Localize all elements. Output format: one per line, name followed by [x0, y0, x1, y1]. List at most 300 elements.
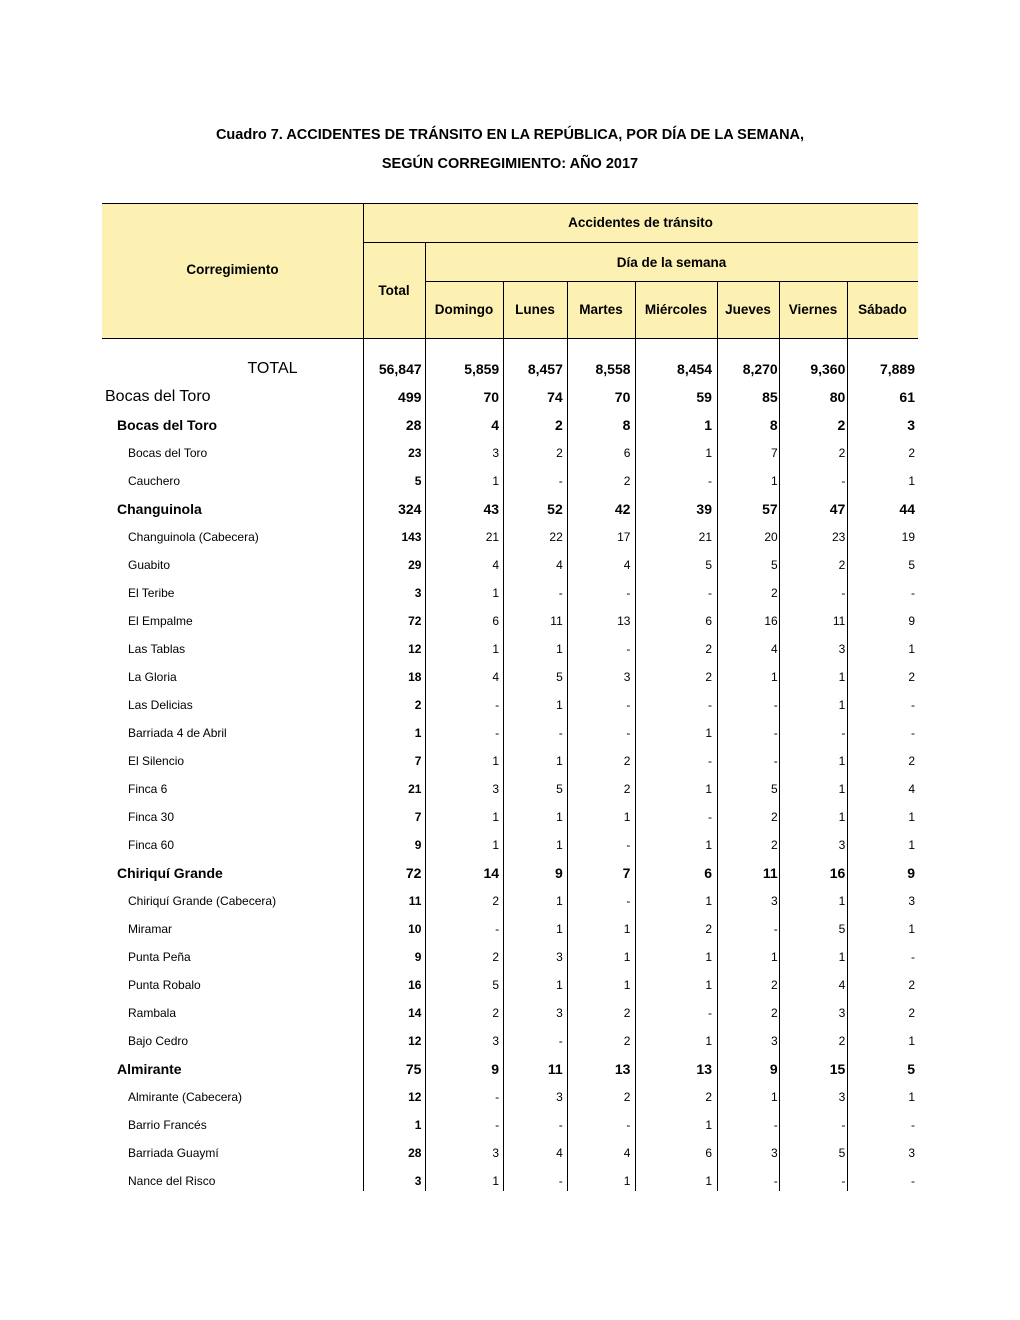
row-sabado: 1: [908, 1090, 915, 1104]
table-row: [102, 1083, 918, 1111]
row-sabado: 3: [907, 417, 915, 433]
row-lunes: 3: [556, 1090, 563, 1104]
row-jueves: 5: [771, 558, 778, 572]
row-jueves: 1: [771, 950, 778, 964]
table-row: [102, 383, 918, 411]
row-martes: 70: [614, 389, 631, 405]
table-row: [102, 523, 918, 551]
row-total: 9: [414, 950, 422, 964]
row-lunes: 2: [554, 417, 563, 433]
row-name: Finca 6: [128, 782, 168, 796]
row-miercoles: 6: [705, 614, 713, 628]
header-dia-de-la-semana: Día de la semana: [616, 255, 727, 270]
row-sabado: 61: [899, 389, 915, 405]
row-miercoles: 1: [705, 894, 713, 908]
row-jueves: -: [773, 1118, 778, 1132]
table-row: [102, 1055, 918, 1083]
table-row: [102, 579, 918, 607]
row-martes: 2: [623, 1006, 631, 1020]
row-name: Barrio Francés: [128, 1118, 207, 1132]
row-viernes: 1: [838, 894, 846, 908]
row-miercoles: 21: [698, 530, 713, 544]
row-sabado: 1: [908, 474, 915, 488]
table-row: [102, 831, 918, 859]
row-viernes: 2: [838, 446, 846, 460]
row-sabado: 7,889: [879, 361, 915, 377]
row-sabado: 9: [907, 865, 915, 881]
row-lunes: 1: [556, 922, 563, 936]
row-lunes: -: [558, 1174, 563, 1188]
row-domingo: -: [495, 726, 500, 740]
row-domingo: 3: [492, 782, 500, 796]
row-total: 23: [408, 446, 422, 460]
row-domingo: 1: [492, 1174, 500, 1188]
row-jueves: -: [773, 1174, 778, 1188]
row-miercoles: -: [708, 586, 713, 600]
row-miercoles: 6: [705, 1146, 713, 1160]
table-row: [102, 1111, 918, 1139]
row-miercoles: 59: [696, 389, 712, 405]
row-total: 28: [408, 1146, 422, 1160]
row-total: 12: [408, 1034, 422, 1048]
row-miercoles: 1: [705, 1034, 713, 1048]
header-top-border: [102, 203, 918, 204]
row-miercoles: 5: [705, 558, 713, 572]
row-name: Almirante (Cabecera): [128, 1090, 243, 1104]
row-lunes: 9: [554, 865, 563, 881]
table-title-line-2: SEGÚN CORREGIMIENTO: AÑO 2017: [381, 156, 639, 172]
row-total: 143: [401, 530, 422, 544]
row-lunes: -: [558, 474, 563, 488]
row-lunes: -: [558, 1034, 563, 1048]
header-day-martes: Martes: [579, 302, 623, 317]
row-viernes: 23: [831, 530, 846, 544]
row-domingo: 43: [483, 501, 500, 517]
row-sabado: -: [911, 726, 915, 740]
row-viernes: 1: [838, 698, 846, 712]
row-name: Bocas del Toro: [128, 446, 208, 460]
row-viernes: 9,360: [810, 361, 846, 377]
row-martes: 4: [623, 1146, 631, 1160]
row-viernes: 4: [838, 978, 846, 992]
row-total: 12: [408, 1090, 422, 1104]
row-jueves: 2: [771, 810, 778, 824]
row-name: Punta Peña: [128, 950, 191, 964]
row-sabado: 2: [908, 754, 915, 768]
row-jueves: -: [773, 726, 778, 740]
row-miercoles: 1: [705, 1118, 713, 1132]
row-viernes: 80: [829, 389, 846, 405]
row-lunes: 1: [556, 838, 563, 852]
row-domingo: -: [495, 922, 500, 936]
row-miercoles: 1: [705, 446, 713, 460]
row-lunes: -: [558, 1118, 563, 1132]
row-lunes: 4: [556, 1146, 563, 1160]
row-name: El Silencio: [128, 754, 185, 768]
row-miercoles: -: [708, 474, 713, 488]
row-name: Bocas del Toro: [105, 388, 211, 405]
row-total: 3: [414, 586, 422, 600]
row-name: Bocas del Toro: [117, 417, 218, 433]
header-total: Total: [378, 283, 410, 298]
row-name: La Gloria: [128, 670, 177, 684]
row-sabado: 2: [908, 446, 915, 460]
row-martes: -: [626, 698, 631, 712]
table-row: [102, 439, 918, 467]
row-martes: 1: [623, 810, 631, 824]
header-corregimiento: Corregimiento: [186, 262, 279, 277]
row-jueves: 8: [769, 417, 778, 433]
row-martes: 7: [622, 865, 631, 881]
row-name: Almirante: [117, 1061, 182, 1077]
row-domingo: 1: [492, 586, 500, 600]
header-day-jueves: Jueves: [725, 302, 771, 317]
row-viernes: -: [841, 474, 846, 488]
row-jueves: 3: [771, 1034, 778, 1048]
row-miercoles: 8,454: [677, 361, 713, 377]
table-row: [102, 495, 918, 523]
table-row: [102, 915, 918, 943]
row-martes: -: [626, 642, 631, 656]
row-total: 7: [414, 754, 422, 768]
row-martes: 4: [623, 558, 631, 572]
table-row: [102, 859, 918, 887]
table-row: [102, 971, 918, 999]
row-sabado: -: [911, 586, 915, 600]
row-sabado: 1: [908, 642, 915, 656]
row-viernes: -: [841, 1174, 846, 1188]
row-name: Changuinola (Cabecera): [128, 530, 259, 544]
row-total: 12: [408, 642, 422, 656]
row-sabado: 9: [908, 614, 915, 628]
row-total: 499: [398, 389, 422, 405]
row-sabado: 2: [908, 978, 915, 992]
table-row: [102, 943, 918, 971]
row-miercoles: -: [708, 698, 713, 712]
row-domingo: 4: [492, 558, 500, 572]
row-name: Changuinola: [117, 501, 202, 517]
row-sabado: 2: [908, 670, 915, 684]
row-miercoles: 1: [705, 726, 713, 740]
row-lunes: 4: [556, 558, 563, 572]
row-name: Finca 30: [128, 810, 175, 824]
row-lunes: 5: [556, 670, 563, 684]
row-sabado: 1: [908, 838, 915, 852]
row-lunes: 74: [547, 389, 563, 405]
row-domingo: 2: [492, 950, 500, 964]
row-name: Finca 60: [128, 838, 175, 852]
row-domingo: 4: [492, 670, 500, 684]
table-row: [102, 355, 918, 383]
row-sabado: 2: [908, 1006, 915, 1020]
row-martes: -: [626, 1118, 631, 1132]
header-dia-border: [425, 281, 918, 282]
table-row: [102, 467, 918, 495]
header-accidentes-border: [363, 242, 918, 243]
row-name: El Teribe: [128, 586, 175, 600]
row-sabado: 5: [908, 558, 915, 572]
header-day-lunes: Lunes: [515, 302, 555, 317]
row-jueves: 3: [771, 1146, 778, 1160]
table-row: [102, 663, 918, 691]
row-miercoles: 2: [705, 1090, 713, 1104]
row-miercoles: 1: [705, 978, 713, 992]
row-martes: 1: [623, 950, 631, 964]
row-miercoles: 1: [704, 417, 712, 433]
table-row: [102, 411, 918, 439]
row-viernes: 2: [838, 558, 846, 572]
row-miercoles: 2: [705, 922, 713, 936]
row-lunes: 1: [556, 978, 563, 992]
table-row: [102, 551, 918, 579]
row-jueves: 85: [762, 389, 778, 405]
row-viernes: 16: [829, 865, 846, 881]
row-sabado: 19: [901, 530, 915, 544]
row-lunes: 2: [556, 446, 563, 460]
row-viernes: 5: [838, 1146, 846, 1160]
row-domingo: 1: [492, 810, 500, 824]
row-total: 18: [408, 670, 422, 684]
table-row: [102, 635, 918, 663]
row-viernes: 47: [829, 501, 846, 517]
row-sabado: 1: [908, 922, 915, 936]
row-lunes: 11: [550, 614, 563, 628]
row-sabado: 1: [908, 810, 915, 824]
row-miercoles: -: [708, 754, 713, 768]
row-viernes: 3: [838, 1006, 846, 1020]
row-domingo: 3: [492, 446, 500, 460]
row-miercoles: -: [708, 810, 713, 824]
row-domingo: 9: [491, 1061, 500, 1077]
row-lunes: -: [558, 586, 563, 600]
row-jueves: 2: [771, 1006, 778, 1020]
row-lunes: -: [558, 726, 563, 740]
row-lunes: 1: [556, 810, 563, 824]
row-miercoles: 1: [705, 782, 713, 796]
row-total: 14: [408, 1006, 422, 1020]
row-viernes: 1: [838, 950, 846, 964]
row-domingo: 6: [492, 614, 500, 628]
row-total: 72: [408, 614, 422, 628]
row-martes: -: [626, 586, 631, 600]
row-total: 2: [414, 698, 422, 712]
row-domingo: 3: [492, 1034, 500, 1048]
row-domingo: 1: [492, 838, 500, 852]
row-viernes: 2: [837, 417, 846, 433]
table-row: [102, 747, 918, 775]
row-lunes: 1: [556, 642, 563, 656]
row-total: 5: [414, 474, 422, 488]
row-martes: 2: [623, 754, 631, 768]
table-body: [102, 355, 918, 1195]
row-sabado: 44: [899, 501, 915, 517]
row-name: Chiriquí Grande (Cabecera): [128, 894, 277, 908]
table-row: [102, 691, 918, 719]
row-total: 10: [408, 922, 422, 936]
row-domingo: 5,859: [464, 361, 500, 377]
row-viernes: 15: [829, 1061, 846, 1077]
row-jueves: 3: [771, 894, 778, 908]
row-viernes: 3: [838, 838, 846, 852]
row-jueves: 7: [771, 446, 778, 460]
table-row: [102, 719, 918, 747]
row-martes: 1: [623, 978, 631, 992]
row-name: Las Delicias: [128, 698, 193, 712]
row-lunes: 1: [556, 698, 563, 712]
row-domingo: 1: [492, 754, 500, 768]
row-jueves: 20: [764, 530, 778, 544]
row-martes: 8: [622, 417, 631, 433]
row-lunes: 11: [547, 1061, 563, 1077]
row-miercoles: 2: [705, 642, 713, 656]
row-martes: 13: [614, 1061, 631, 1077]
row-domingo: 4: [491, 417, 500, 433]
row-viernes: -: [841, 1118, 846, 1132]
row-name: Miramar: [128, 922, 172, 936]
row-martes: -: [626, 726, 631, 740]
row-miercoles: 1: [705, 1174, 713, 1188]
row-viernes: 3: [838, 1090, 846, 1104]
table-row: [102, 607, 918, 635]
row-jueves: 2: [771, 978, 778, 992]
row-domingo: 21: [485, 530, 500, 544]
row-sabado: -: [911, 1118, 915, 1132]
row-jueves: 1: [771, 474, 778, 488]
row-sabado: 3: [908, 894, 915, 908]
row-sabado: -: [911, 950, 915, 964]
row-martes: 3: [623, 670, 631, 684]
row-total: 72: [405, 865, 422, 881]
row-lunes: 52: [547, 501, 563, 517]
row-domingo: -: [495, 1090, 500, 1104]
row-name: Punta Robalo: [128, 978, 201, 992]
row-domingo: 2: [492, 894, 500, 908]
table-row: [102, 1139, 918, 1167]
row-lunes: 3: [556, 1006, 563, 1020]
row-domingo: 3: [492, 1146, 500, 1160]
header-accidentes-de-transito: Accidentes de tránsito: [568, 215, 713, 230]
row-domingo: 1: [492, 642, 500, 656]
row-total: 324: [398, 501, 422, 517]
header-day-viernes: Viernes: [788, 302, 838, 317]
row-total: 3: [414, 1174, 422, 1188]
row-jueves: 16: [764, 614, 778, 628]
row-name: Las Tablas: [128, 642, 186, 656]
row-jueves: 5: [771, 782, 778, 796]
header-day-domingo: Domingo: [434, 302, 494, 317]
row-jueves: 8,270: [742, 361, 778, 377]
row-viernes: 1: [838, 810, 846, 824]
row-martes: 6: [623, 446, 631, 460]
row-name: Chiriquí Grande: [117, 865, 223, 881]
row-martes: 2: [623, 1034, 631, 1048]
header-day-miercoles: Miércoles: [644, 302, 708, 317]
row-miercoles: 6: [704, 865, 712, 881]
row-total: 11: [408, 894, 422, 908]
row-lunes: 1: [556, 754, 563, 768]
row-miercoles: -: [708, 1006, 713, 1020]
row-martes: 17: [617, 530, 631, 544]
row-miercoles: 1: [705, 838, 713, 852]
row-name: El Empalme: [128, 614, 193, 628]
row-domingo: 5: [492, 978, 500, 992]
row-sabado: 3: [908, 1146, 915, 1160]
row-total: 16: [408, 978, 422, 992]
row-viernes: 11: [832, 614, 846, 628]
row-viernes: 3: [838, 642, 846, 656]
row-name: Bajo Cedro: [128, 1034, 189, 1048]
table-row: [102, 775, 918, 803]
row-jueves: 9: [769, 1061, 778, 1077]
row-sabado: 4: [908, 782, 915, 796]
row-name: Guabito: [128, 558, 171, 572]
table-row: [102, 1167, 918, 1195]
row-miercoles: 2: [705, 670, 713, 684]
row-viernes: 1: [838, 782, 846, 796]
row-martes: 13: [617, 614, 631, 628]
row-martes: -: [626, 894, 631, 908]
row-jueves: 11: [762, 865, 778, 881]
row-jueves: 2: [771, 586, 778, 600]
row-lunes: 8,457: [527, 361, 563, 377]
row-viernes: 1: [838, 754, 846, 768]
row-sabado: -: [911, 1174, 915, 1188]
row-sabado: -: [911, 698, 915, 712]
row-viernes: 2: [838, 1034, 846, 1048]
row-martes: 2: [623, 1090, 631, 1104]
row-total: 21: [408, 782, 422, 796]
row-jueves: 4: [771, 642, 778, 656]
table-title-line-1: Cuadro 7. ACCIDENTES DE TRÁNSITO EN LA REPÚBLICA, POR DÍA DE LA SEMANA,: [215, 127, 805, 143]
row-martes: 42: [614, 501, 631, 517]
row-name: TOTAL: [247, 360, 298, 377]
row-jueves: 2: [771, 838, 778, 852]
row-total: 7: [414, 810, 422, 824]
row-miercoles: 39: [696, 501, 712, 517]
row-viernes: 1: [838, 670, 846, 684]
row-name: Nance del Risco: [128, 1174, 216, 1188]
row-domingo: 14: [483, 865, 500, 881]
table-row: [102, 803, 918, 831]
row-miercoles: 1: [705, 950, 713, 964]
row-martes: 2: [623, 782, 631, 796]
row-sabado: 1: [908, 1034, 915, 1048]
row-miercoles: 13: [696, 1061, 712, 1077]
row-total: 28: [405, 417, 422, 433]
row-viernes: -: [841, 726, 846, 740]
row-jueves: 1: [771, 670, 778, 684]
row-lunes: 5: [556, 782, 563, 796]
row-jueves: -: [773, 754, 778, 768]
row-name: Barriada Guaymí: [128, 1146, 219, 1160]
row-total: 9: [414, 838, 422, 852]
row-domingo: -: [495, 1118, 500, 1132]
table-row: [102, 999, 918, 1027]
row-martes: 1: [623, 922, 631, 936]
row-domingo: 1: [492, 474, 500, 488]
row-total: 1: [414, 726, 422, 740]
row-domingo: -: [495, 698, 500, 712]
row-viernes: 5: [838, 922, 846, 936]
row-martes: 2: [623, 474, 631, 488]
row-domingo: 70: [483, 389, 500, 405]
row-martes: -: [626, 838, 631, 852]
row-total: 29: [408, 558, 422, 572]
row-jueves: -: [773, 922, 778, 936]
row-domingo: 2: [492, 1006, 500, 1020]
table-row: [102, 1027, 918, 1055]
row-jueves: 57: [762, 501, 778, 517]
